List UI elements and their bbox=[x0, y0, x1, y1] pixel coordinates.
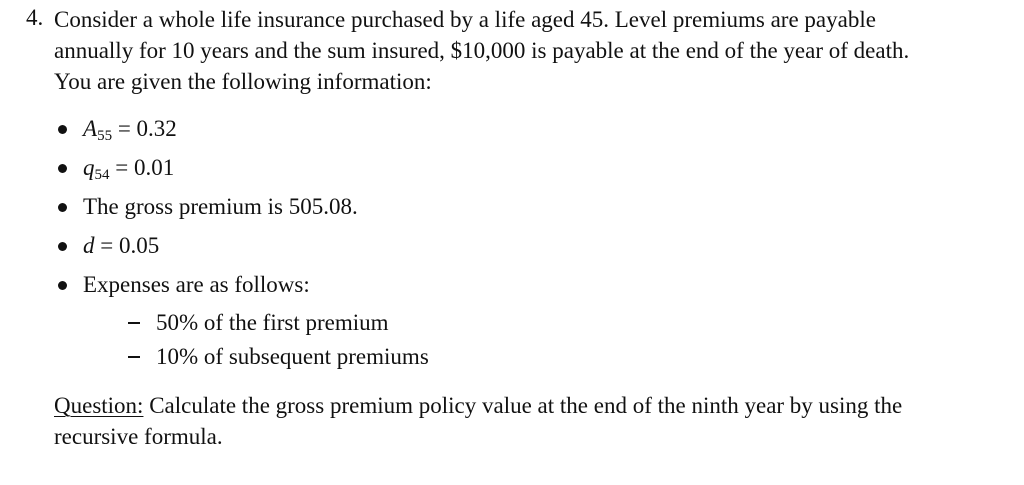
stem-line-2: annually for 10 years and the sum insured, $10,000 is payable at the end of the year of death. bbox=[54, 38, 910, 63]
bullet-icon bbox=[58, 203, 67, 212]
a55-value: = 0.32 bbox=[117, 116, 177, 141]
expense-subsequent-text: 10% of subsequent premiums bbox=[156, 344, 429, 369]
stem-line-3: You are given the following information: bbox=[54, 69, 432, 94]
q54-value: = 0.01 bbox=[115, 155, 175, 180]
question-text-2: recursive formula. bbox=[54, 424, 223, 449]
stem-line-1: Consider a whole life insurance purchased by a life aged 45. Level premiums are payable bbox=[54, 7, 876, 32]
question-text-1: Calculate the gross premium policy value at the end of the ninth year by using the bbox=[149, 393, 903, 418]
problem-number: 4. bbox=[26, 5, 44, 30]
d-value: = 0.05 bbox=[100, 233, 160, 258]
bullet-icon bbox=[58, 242, 67, 251]
question-line-2 bbox=[54, 422, 223, 452]
q54-symbol: q bbox=[83, 155, 95, 180]
question-line-1 bbox=[54, 391, 902, 421]
gross-premium-text: The gross premium is 505.08. bbox=[83, 194, 358, 219]
q54-subscript: 54 bbox=[94, 167, 110, 183]
dash-icon bbox=[128, 322, 140, 324]
d-symbol: d bbox=[83, 233, 95, 258]
a55-subscript: 55 bbox=[97, 128, 113, 144]
question-label: Question: bbox=[54, 393, 144, 418]
bullet-icon bbox=[58, 164, 67, 173]
bullet-icon bbox=[58, 125, 67, 134]
bullet-icon bbox=[58, 281, 67, 290]
dash-icon bbox=[128, 356, 140, 358]
expenses-intro: Expenses are as follows: bbox=[83, 272, 310, 297]
a55-symbol: A bbox=[83, 116, 98, 141]
expense-first-text: 50% of the first premium bbox=[156, 310, 389, 335]
